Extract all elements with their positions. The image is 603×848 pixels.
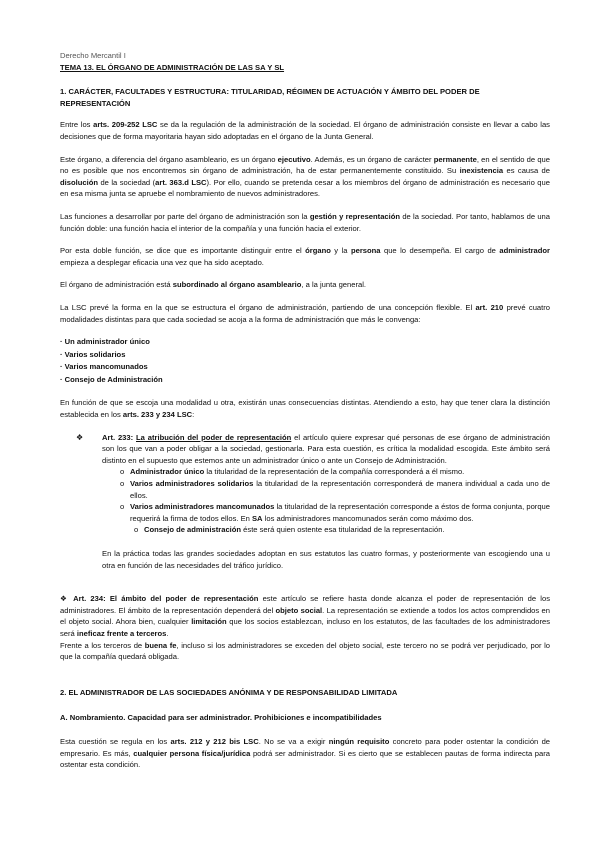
sub-item [60,466,550,478]
paragraph-4 [60,245,550,268]
paragraph-2 [60,154,550,200]
bold-text: objeto social [275,605,323,615]
text: . [166,628,169,638]
text: los administradores mancomunados serán como máximo dos. [262,513,474,523]
text: el artículo quiere expresar qué personas de ese órgano de administración son los que van a poder obligar a la sociedad, gestionarla. Para esta cuestión, es crítica la modalidad escogida. Este ámbito será distinto en el supuesto que estemos ante un administrador único o ante un Consejo de Administración. [102,432,550,465]
bold-text: buena fe [144,640,177,650]
diamond-bullet-icon: ❖ [60,594,69,604]
section-1-heading: 1. CARÁCTER, FACULTADES Y ESTRUCTURA: TITULARIDAD, RÉGIMEN DE ACTUACIÓN Y ÁMBITO DEL PODER DE REPRESENTACIÓN [60,87,480,108]
text: empieza a desplegar eficacia una vez que ha sido aceptado. [60,257,264,267]
bold-text: ineficaz frente a terceros [76,628,167,638]
article-233 [76,432,550,467]
text: se da la regulación de la administración de la sociedad. El órgano de administración consiste en llevar a cabo las decisiones que de forma mayoritaria hayan sido adoptadas en el órgano de la Junta General. [60,120,550,141]
bold-text: disolución [60,177,98,187]
text: : [192,410,195,420]
text: de la sociedad. Por tanto, hablamos de una función doble: una función hacia el interior de la compañía y una función hacia el exterior. [60,211,550,233]
text: la titularidad de la representación corresponderá de manera individual a cada uno de ellos. [130,479,550,500]
bold-text: art. 363.d LSC [155,177,207,187]
bold-text: Consejo de administración [144,525,242,535]
paragraph-5 [60,279,550,291]
text: podrá ser administrador. Si es cierto que se establecen pautas de forma indirecta para ostentar esta condición. [60,748,550,770]
text: Entre los [60,120,94,130]
document-page [60,50,550,782]
text: ). Por ello, cuando se pretenda cesar a los miembros del órgano de administración es necesario que en esa misma junta se apruebe el nombramiento de nuevos administradores. [60,177,550,199]
text: es causa de [503,166,551,176]
bold-text: ejecutivo [277,154,311,164]
text: , incluso si los administradores se exceden del objeto social, este tercero no se podrá ver perjudicado, por lo que la compañía quedará obligada. [60,640,550,662]
text: , a la junta general. [301,280,367,290]
text: . No se va a exigir [258,736,329,746]
text: concreto para poder ostentar la condición de empresario. Es más, [60,736,551,758]
text: éste será quien ostente esa titularidad de la representación. [241,525,445,535]
sub-item [60,478,550,501]
bold-text: El ámbito del poder de representación [109,594,259,604]
paragraph-1 [60,119,550,142]
page-title: TEMA 13. EL ÓRGANO DE ADMINISTRACIÓN DE LAS SA Y SL [60,62,285,72]
text: y la [330,246,351,256]
text: Las funciones a desarrollar por parte del órgano de administración son la [60,211,310,221]
list-item: · Consejo de Administración [60,374,163,384]
bold-text: cualquier persona física/jurídica [133,748,251,758]
article-234-continued [60,640,550,663]
bold-text: ningún requisito [328,736,390,746]
diamond-bullet-icon: ❖ [76,432,84,442]
article-234 [60,593,550,639]
circle-bullet-icon: o [134,525,139,535]
text: , en el sentido de que no es posible que nos encontremos sin órgano de administración, ha de estar permanentemente constituido. Su [60,154,550,176]
bold-text: arts. 209-252 LSC [93,120,158,130]
text: la titularidad de la representación de la compañía corresponderá a él mismo. [204,467,465,477]
circle-bullet-icon: o [120,467,125,477]
text: El órgano de administración está [60,280,173,290]
list-item: · Varios solidarios [60,349,126,359]
text: que lo desempeña. El cargo de [380,246,500,256]
bold-text: persona [350,246,381,256]
text: Por esta doble función, se dice que es importante distinguir entre el [60,246,306,256]
bold-text: Varios administradores mancomunados [130,502,275,512]
text: En función de que se escoja una modalidad u otra, existirán unas consecuencias distintas. Atendiendo a esto, hay que tener clara la distinción establecida en los [60,398,550,420]
bold-text: arts. 233 y 234 LSC [122,410,193,420]
text: que los socios establezcan, incluso en los estatutos, de las facultades de los administradores será [60,617,550,638]
text: Esta cuestión se regula en los [60,736,171,746]
bold-text: gestión y representación [309,211,401,221]
text: este artículo se refiere hasta donde alcanza el poder de representación de los administradores. El ámbito de la representación dependerá del [60,594,550,615]
text: . Además, es un órgano de carácter [310,154,434,164]
paragraph-7 [60,397,550,420]
bold-text: arts. 212 y 212 bis LSC [170,736,259,746]
bold-text: Varios administradores solidarios [130,479,254,489]
circle-bullet-icon: o [120,479,125,489]
text: . La representación se extiende a todos los actos comprendidos en el objeto social. Ahora bien, cualquier [60,605,550,627]
paragraph-6 [60,302,550,325]
bold-text: Art. 233: [102,432,137,442]
paragraph-9 [60,736,550,771]
sub-item [60,501,550,524]
section-a-heading: A. Nombramiento. Capacidad para ser administrador. Prohibiciones e incompatibilidades [60,713,382,723]
bold-text: Administrador único [130,467,205,477]
text: La LSC prevé la forma en la que se estructura el órgano de administración, partiendo de una concepción flexible. El [60,302,476,312]
bold-text: subordinado al órgano asambleario [172,280,302,290]
bold-text: permanente [433,154,477,164]
paragraph-8: En la práctica todas las grandes sociedades adoptan en sus estatutos las cuatro formas, y posteriormente van escogiendo una u otra en función de las necesidades del tráfico jurídico. [102,549,550,570]
paragraph-3 [60,211,550,234]
bold-text: limitación [191,617,227,627]
bold-text: inexistencia [459,166,504,176]
text: la titularidad de la representación corresponde a éstos de forma conjunta, porque requerirá la firma de todos ellos. En [130,502,550,523]
list-item: · Un administrador único [60,337,150,347]
bold-text: SA [251,513,263,523]
modalities-list [60,336,550,386]
circle-bullet-icon: o [120,502,125,512]
document-header: Derecho Mercantil I [60,51,126,60]
bold-text: art. 210 [475,302,504,312]
sub-item-text [100,501,550,524]
bold-text: Art. 234: [73,594,110,604]
text: prevé cuatro modalidades distintas para que cada sociedad se acoja a la forma de administración que más le convenga: [60,302,550,324]
text: Este órgano, a diferencia del órgano asambleario, es un órgano [60,154,278,164]
bold-text: administrador [499,246,551,256]
bold-text: órgano [305,246,331,256]
sub-item-text [100,466,550,478]
bold-underlined-text: La atribución del poder de representación [136,432,292,442]
text: de la sociedad ( [97,177,156,187]
section-2-heading: 2. EL ADMINISTRADOR DE LAS SOCIEDADES ANÓNIMA Y DE RESPONSABILIDAD LIMITADA [60,687,398,697]
text: Frente a los terceros de [60,640,145,650]
list-item: · Varios mancomunados [60,362,148,372]
sub-sub-item [60,524,550,536]
sub-item-text [100,478,550,501]
